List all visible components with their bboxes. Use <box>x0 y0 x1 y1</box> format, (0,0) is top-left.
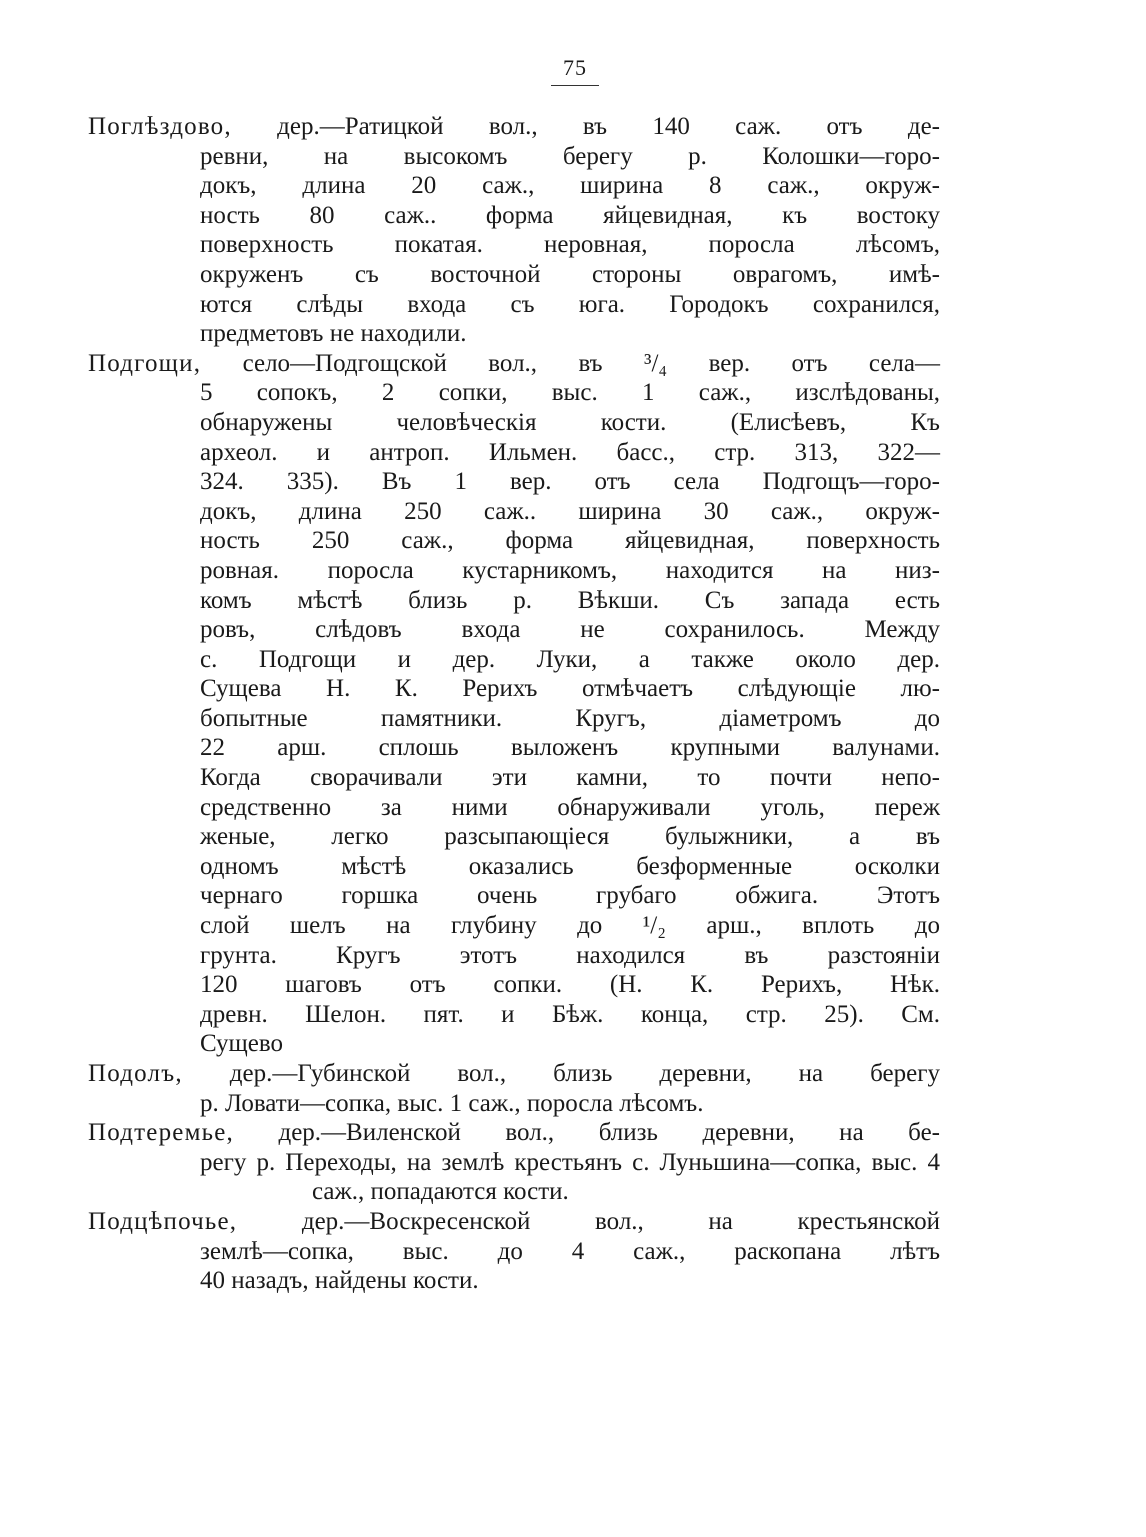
entry-first-line <box>88 349 940 379</box>
entry-line: ровъ, слѣдовъ входа не сохранилось. Между <box>200 616 940 644</box>
entry-headword: Подолъ, <box>88 1060 183 1087</box>
entry-first-line <box>88 112 940 142</box>
entry-line: землѣ—сопка, выс. до 4 саж., раскопана лѣтъ <box>200 1237 940 1265</box>
entry-line: докъ, длина 250 саж.. ширина 30 саж., окруж- <box>200 497 940 525</box>
entry-line: слой шелъ на глубину до ¹/₂ арш., вплоть до <box>200 912 940 940</box>
entry-line: предметовъ не находили. <box>200 320 467 348</box>
entry-first-line <box>88 1118 940 1148</box>
entry-line: ровная. поросла кустарникомъ, находится на низ- <box>200 556 940 584</box>
entry-line: археол. и антроп. Ильмен. басс., стр. 313, 322— <box>200 438 940 466</box>
gazetteer-entries <box>88 112 940 1296</box>
entry-line: чернаго горшка очень грубаго обжига. Этотъ <box>200 882 940 910</box>
entry-line: ются слѣды входа съ юга. Городокъ сохранился, <box>200 290 940 318</box>
entry-headword: Подтеремье, <box>88 1119 234 1147</box>
entry-headword: Поглѣздово, <box>88 113 232 140</box>
entry-line: дер.—Ратицкой вол., въ 140 саж. отъ де- <box>231 113 940 140</box>
entry-line: грунта. Кругъ этотъ находился въ разстояніи <box>200 941 940 969</box>
entry-line: дер.—Воскресенской вол., на крестьянской <box>237 1207 940 1235</box>
entry-line: обнаружены человѣческія кости. (Елисѣевъ, Къ <box>200 408 940 436</box>
entry-podtsepochie <box>88 1207 940 1296</box>
entry-podol <box>88 1059 940 1118</box>
entry-headword: Подцѣпочье, <box>88 1207 238 1235</box>
entry-podteremie <box>88 1118 940 1207</box>
entry-line: ревни, на высокомъ берегу р. Колошки—горо- <box>200 142 940 170</box>
entry-first-line <box>88 1207 940 1237</box>
entry-headword: Подгощи, <box>88 349 202 377</box>
entry-pogliezdovo <box>88 112 940 349</box>
entry-line: древн. Шелон. пят. и Бѣж. конца, стр. 25). См. <box>200 1000 940 1028</box>
entry-line: ность 80 саж.. форма яйцевидная, къ востоку <box>200 201 940 229</box>
entry-line: комъ мѣстѣ близь р. Вѣкши. Съ запада есть <box>200 586 940 614</box>
entry-line: село—Подгощской вол., въ ³/₄ вер. отъ села— <box>201 349 940 377</box>
entry-line: женые, легко разсыпающіеся булыжники, а въ <box>200 823 940 851</box>
entry-line: 22 арш. сплошь выложенъ крупными валунами. <box>200 734 940 762</box>
entry-line: дер.—Губинской вол., близь деревни, на берегу <box>182 1060 940 1087</box>
entry-line: средственно за ними обнаруживали уголь, переж <box>200 793 940 821</box>
entry-line: одномъ мѣстѣ оказались безформенные осколки <box>200 852 940 880</box>
entry-line: регу р. Переходы, на землѣ крестьянъ с. Луньшина—сопка, выс. 4 саж., попадаются кости. <box>200 1148 940 1206</box>
entry-line: 40 назадъ, найдены кости. <box>200 1267 479 1295</box>
entry-podgoshchi <box>88 349 940 1059</box>
entry-line: Сущево <box>200 1030 284 1058</box>
entry-line: Сущева Н. К. Рерихъ отмѣчаетъ слѣдующіе лю- <box>200 675 940 703</box>
entry-line: дер.—Виленской вол., близь деревни, на бе- <box>233 1119 940 1147</box>
entry-line: 5 сопокъ, 2 сопки, выс. 1 саж., изслѣдованы, <box>200 379 940 407</box>
entry-line: ность 250 саж., форма яйцевидная, поверхность <box>200 527 940 555</box>
entry-line: докъ, длина 20 саж., ширина 8 саж., окруж- <box>200 172 940 200</box>
entry-line: поверхность покатая. неровная, поросла лѣсомъ, <box>200 231 940 259</box>
entry-line: 324. 335). Въ 1 вер. отъ села Подгощъ—горо- <box>200 468 940 496</box>
page-number: 75 <box>551 54 599 86</box>
entry-line: 120 шаговъ отъ сопки. (Н. К. Рерихъ, Нѣк. <box>200 971 940 999</box>
entry-line: с. Подгощи и дер. Луки, а также около дер. <box>200 645 940 673</box>
entry-line: Когда сворачивали эти камни, то почти непо- <box>200 764 940 792</box>
entry-line: окруженъ съ восточной стороны оврагомъ, имѣ- <box>200 260 940 288</box>
entry-first-line <box>88 1059 940 1089</box>
entry-line: бопытные памятники. Кругъ, діаметромъ до <box>200 704 940 732</box>
entry-line: р. Ловати—сопка, выс. 1 саж., поросла лѣсомъ. <box>200 1089 704 1117</box>
